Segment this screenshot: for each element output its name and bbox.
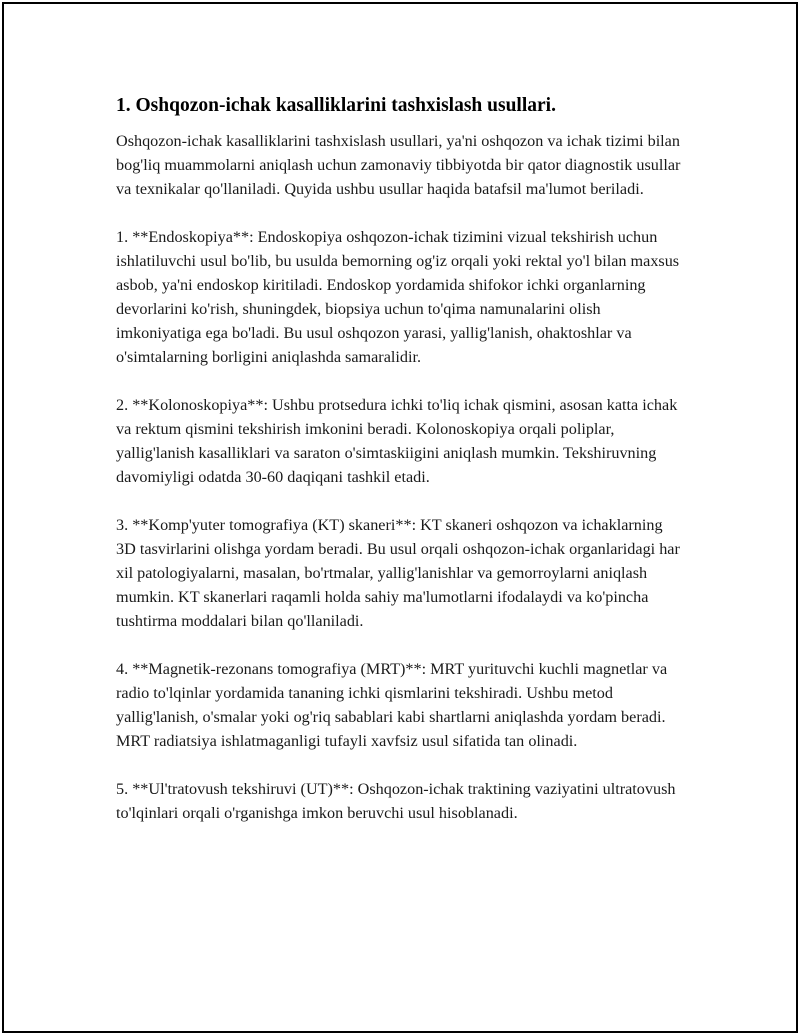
paragraph-kolonoskopiya: 2. **Kolonoskopiya**: Ushbu protsedura ichki to'liq ichak qismini, asosan katta ichak va rektum qismini tekshirish imkonini beradi. Kolonoskopiya orqali poliplar, yallig'lanish kasalliklari va saraton o'simtaskiigini aniqlash mumkin. Tekshiruvning davomiyligi odatda 30-60 daqiqani tashkil etadi. (116, 396, 678, 486)
paragraph-kt-skaneri: 3. **Komp'yuter tomografiya (KT) skaneri**: KT skaneri oshqozon va ichaklarning 3D tasvirlarini olishga yordam beradi. Bu usul orqali oshqozon-ichak organlaridagi har xil patologiyalarni, masalan, bo'rtmalar, yallig'lanishlar va gemorroylarni aniqlash mumkin. KT skanerlari raqamli holda sahiy ma'lumotlarni ifodalaydi va ko'pincha tushtirma moddalari bilan qo'llaniladi. (116, 516, 680, 630)
intro-paragraph: Oshqozon-ichak kasalliklarini tashxislash usullari, ya'ni oshqozon va ichak tizimi bilan bog'liq muammolarni aniqlash uchun zamonaviy tibbiyotda bir qator diagnostik usullar va texnikalar qo'llaniladi. Quyida ushbu usullar haqida batafsil ma'lumot beriladi. (116, 132, 681, 198)
document-title: 1. Oshqozon-ichak kasalliklarini tashxislash usullari. (116, 95, 556, 116)
paragraph-endoskopiya: 1. **Endoskopiya**: Endoskopiya oshqozon-ichak tizimini vizual tekshirish uchun ishlatiluvchi usul bo'lib, bu usulda bemorning og'iz orqali yoki rektal yo'l bilan maxsus asbob, ya'ni endoskop kiritiladi. Endoskop yordamida shifokor ichki organlarning devorlarini ko'rish, shuningdek, biopsiya uchun to'qima namunalarini olish imkoniyatiga ega bo'ladi. Bu usul oshqozon yarasi, yallig'lanish, ohaktoshlar va o'simtalarning borligini aniqlashda samaralidir. (116, 228, 680, 366)
document-body (116, 93, 686, 849)
paragraph-ultratovush: 5. **Ul'tratovush tekshiruvi (UT)**: Oshqozon-ichak traktining vaziyatini ultratovush to'lqinlari orqali o'rganishga imkon beruvchi usul hisoblanadi. (116, 780, 676, 822)
paragraph-mrt: 4. **Magnetik-rezonans tomografiya (MRT)**: MRT yurituvchi kuchli magnetlar va radio to'lqinlar yordamida tananing ichki qismlarini tekshiradi. Ushbu metod yallig'lanish, o'smalar yoki og'riq sabablari kabi shartlarni aniqlashda yordam beradi. MRT radiatsiya ishlatmaganligi tufayli xavfsiz usul sifatida tan olinadi. (116, 660, 668, 750)
